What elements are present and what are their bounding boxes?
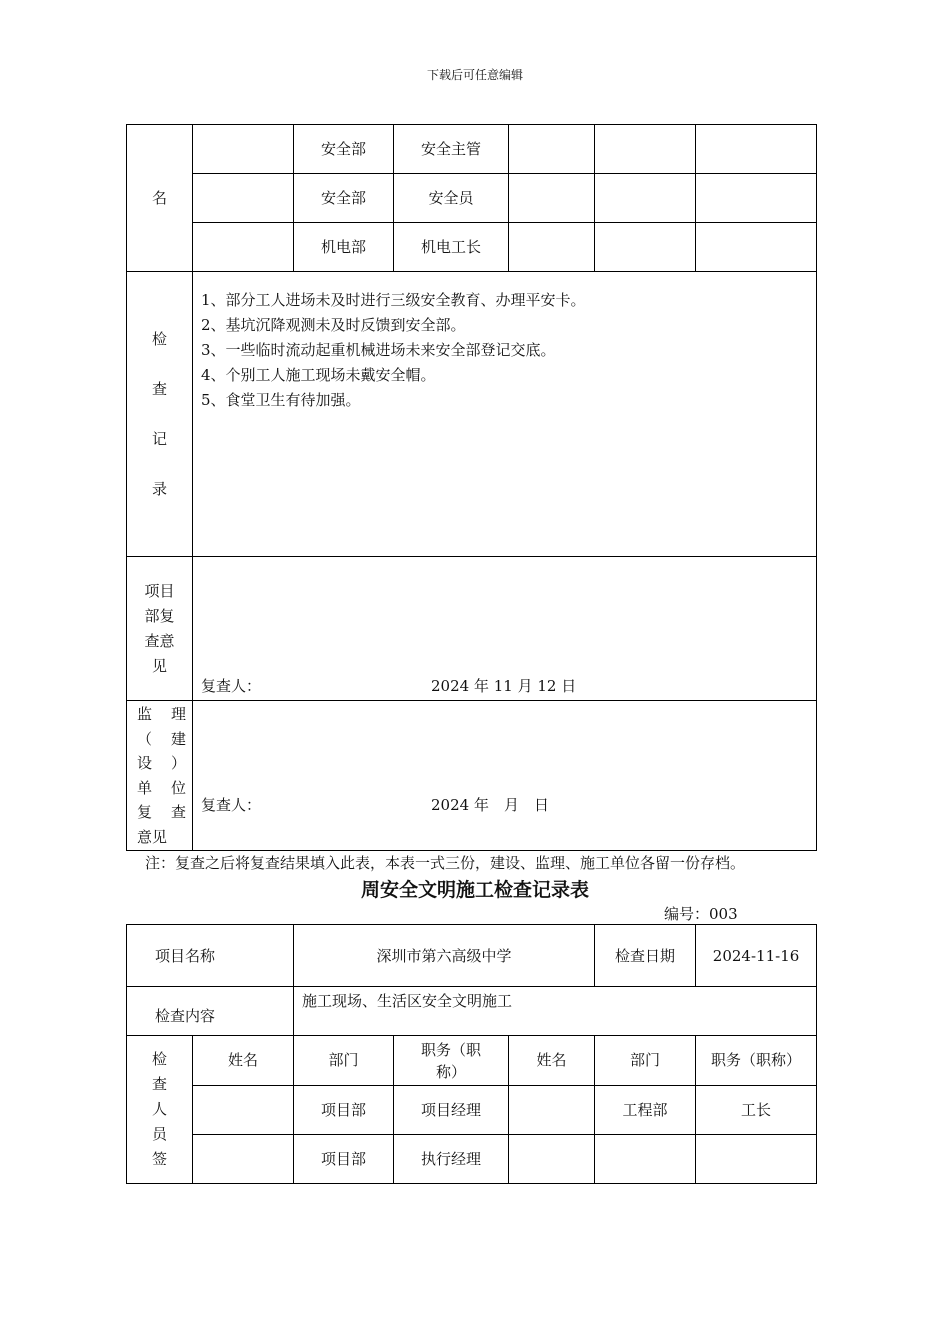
empty-cell[interactable]	[696, 174, 817, 223]
record-line: 4、个别工人施工现场未戴安全帽。	[201, 366, 436, 384]
empty-cell[interactable]	[509, 125, 595, 174]
dept-cell: 工程部	[595, 1086, 696, 1135]
record-label-char: 记	[151, 430, 167, 448]
empty-cell[interactable]	[595, 125, 696, 174]
supervisor-label-line: 监 理	[137, 705, 186, 723]
inspector-header-row	[127, 1036, 817, 1086]
supervisor-label-line: （ 建	[137, 729, 186, 748]
signature-row	[127, 125, 817, 174]
weekly-inspection-form	[126, 924, 817, 1184]
record-line: 1、部分工人进场未及时进行三级安全教育、办理平安卡。	[201, 291, 586, 309]
inspector-row	[127, 1135, 817, 1184]
header-name: 姓名	[193, 1036, 294, 1086]
empty-cell[interactable]	[509, 223, 595, 272]
project-review-label-line: 查意	[144, 631, 175, 650]
supervisor-label-line: 意见	[137, 827, 168, 846]
dept-cell: 安全部	[294, 174, 394, 223]
name-label-cell: 名	[127, 125, 193, 272]
supervisor-review-cell[interactable]	[193, 701, 817, 851]
title-cell: 机电工长	[394, 223, 509, 272]
project-review-cell[interactable]	[193, 557, 817, 701]
inspection-continuation-table	[126, 124, 817, 851]
dept-cell: 项目部	[294, 1135, 394, 1184]
empty-cell[interactable]	[696, 223, 817, 272]
project-info-row	[127, 925, 817, 987]
project-review-label-line: 见	[151, 656, 167, 675]
header-name: 姓名	[509, 1036, 595, 1086]
record-content-cell[interactable]	[193, 272, 817, 557]
header-title: 职务（职称）	[696, 1036, 817, 1086]
inspectors-label-char: 员	[151, 1125, 167, 1143]
supervisor-label-line: 设 ）	[137, 754, 186, 772]
empty-cell[interactable]	[509, 174, 595, 223]
signature-row	[127, 174, 817, 223]
signature-row	[127, 223, 817, 272]
record-label-cell	[127, 272, 193, 557]
header-dept: 部门	[294, 1036, 394, 1086]
inspector-row	[127, 1086, 817, 1135]
check-date-label: 检查日期	[595, 925, 696, 987]
title-cell: 安全主管	[394, 125, 509, 174]
name-cell[interactable]	[193, 174, 294, 223]
name-cell[interactable]	[509, 1135, 595, 1184]
header-dept: 部门	[595, 1036, 696, 1086]
record-row	[127, 272, 817, 557]
name-cell[interactable]	[193, 125, 294, 174]
name-cell[interactable]	[193, 1086, 294, 1135]
form-code: 编号：003	[664, 905, 738, 923]
empty-cell[interactable]	[696, 125, 817, 174]
content-value[interactable]: 施工现场、生活区安全文明施工	[294, 987, 817, 1036]
empty-cell[interactable]	[595, 174, 696, 223]
title-cell: 工长	[696, 1086, 817, 1135]
project-reviewer-label: 复查人：	[201, 677, 262, 695]
supervisor-label-line: 单 位	[137, 778, 186, 797]
supervisor-review-date: 2024 年 月 日	[431, 795, 549, 814]
inspectors-label-cell	[127, 1036, 193, 1184]
project-name-label: 项目名称	[127, 925, 294, 987]
name-cell[interactable]	[509, 1086, 595, 1135]
dept-cell[interactable]	[595, 1135, 696, 1184]
title-cell: 执行经理	[394, 1135, 509, 1184]
header-note: 下载后可任意编辑	[426, 68, 523, 82]
project-review-label-line: 部复	[144, 606, 175, 625]
supervisor-review-row	[127, 701, 817, 851]
form-title: 周安全文明施工检查记录表	[360, 879, 589, 901]
check-date-value[interactable]: 2024-11-16	[696, 925, 817, 987]
supervisor-review-label-cell	[127, 701, 193, 851]
title-cell[interactable]	[696, 1135, 817, 1184]
project-review-label-line: 项目	[144, 581, 175, 600]
dept-cell: 安全部	[294, 125, 394, 174]
project-review-label-cell	[127, 557, 193, 701]
project-review-row	[127, 557, 817, 701]
inspectors-label-char: 签	[151, 1150, 167, 1168]
content-label: 检查内容	[127, 987, 294, 1036]
name-cell[interactable]	[193, 1135, 294, 1184]
dept-cell: 项目部	[294, 1086, 394, 1135]
inspectors-label-char: 检	[151, 1050, 167, 1068]
project-name-value[interactable]: 深圳市第六高级中学	[294, 925, 595, 987]
dept-cell: 机电部	[294, 223, 394, 272]
record-label-char: 检	[151, 330, 167, 348]
inspectors-label-char: 查	[151, 1075, 167, 1093]
record-label-char: 录	[151, 480, 167, 498]
record-line: 5、食堂卫生有待加强。	[201, 391, 361, 409]
name-cell[interactable]	[193, 223, 294, 272]
footnote: 注：复查之后将复查结果填入此表，本表一式三份，建设、监理、施工单位各留一份存档。	[145, 854, 746, 872]
project-review-date: 2024 年 11 月 12 日	[431, 677, 577, 695]
record-line: 2、基坑沉降观测未及时反馈到安全部。	[201, 316, 466, 334]
supervisor-reviewer-label: 复查人：	[201, 795, 262, 814]
title-cell: 项目经理	[394, 1086, 509, 1135]
record-line: 3、一些临时流动起重机械进场未来安全部登记交底。	[201, 341, 556, 359]
title-cell: 安全员	[394, 174, 509, 223]
supervisor-label-line: 复 查	[137, 803, 186, 821]
empty-cell[interactable]	[595, 223, 696, 272]
content-row	[127, 987, 817, 1036]
inspectors-label-char: 人	[151, 1100, 167, 1118]
record-label-char: 查	[151, 380, 167, 398]
header-title: 职务（职称）	[394, 1036, 509, 1086]
